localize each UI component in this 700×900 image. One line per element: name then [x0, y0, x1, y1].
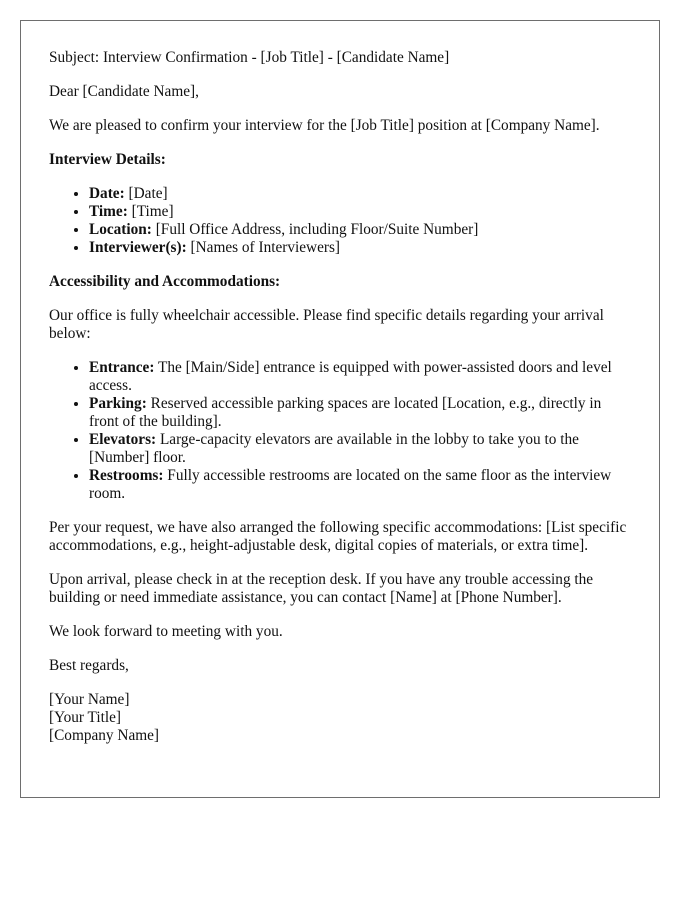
accessibility-heading: Accessibility and Accommodations:: [49, 273, 281, 290]
list-item-label: Time:: [89, 203, 128, 220]
list-item: [89, 467, 631, 503]
list-item-label: Restrooms:: [89, 467, 164, 484]
list-item-value: The [Main/Side] entrance is equipped with power-assisted doors and level access.: [89, 359, 612, 394]
subject-line: Subject: Interview Confirmation - [Job Title] - [Candidate Name]: [49, 49, 450, 66]
list-item-value: [Full Office Address, including Floor/Suite Number]: [151, 221, 479, 238]
signature-block: [49, 691, 631, 745]
list-item: [89, 185, 631, 203]
sign-off: Best regards,: [49, 657, 129, 674]
letter-document: [20, 20, 660, 798]
intro-paragraph: We are pleased to confirm your interview for the [Job Title] position at [Company Name].: [49, 117, 600, 134]
list-item-value: [Time]: [127, 203, 174, 220]
accessibility-list: [49, 359, 631, 503]
list-item-value: Fully accessible restrooms are located on the same floor as the interview room.: [89, 467, 612, 502]
list-item: [89, 203, 631, 221]
list-item: [89, 359, 631, 395]
signature-company: [Company Name]: [49, 727, 160, 744]
list-item-label: Interviewer(s):: [89, 239, 187, 256]
arrival-paragraph: Upon arrival, please check in at the reception desk. If you have any trouble accessing the building or need immediate assistance, you can contact [Name] at [Phone Number].: [49, 571, 594, 606]
list-item-label: Location:: [89, 221, 152, 238]
list-item-label: Entrance:: [89, 359, 155, 376]
list-item-label: Elevators:: [89, 431, 157, 448]
list-item-value: Large-capacity elevators are available in the lobby to take you to the [Number] floor.: [89, 431, 579, 466]
list-item-label: Parking:: [89, 395, 147, 412]
list-item: [89, 239, 631, 257]
list-item-value: Reserved accessible parking spaces are located [Location, e.g., directly in front of the building].: [89, 395, 602, 430]
greeting: Dear [Candidate Name],: [49, 83, 199, 100]
list-item-value: [Date]: [124, 185, 168, 202]
signature-title: [Your Title]: [49, 709, 121, 726]
list-item: [89, 221, 631, 239]
interview-details-heading: Interview Details:: [49, 151, 166, 168]
signature-name: [Your Name]: [49, 691, 130, 708]
interview-details-list: [49, 185, 631, 257]
list-item-label: Date:: [89, 185, 125, 202]
list-item: [89, 395, 631, 431]
list-item: [89, 431, 631, 467]
closing-line: We look forward to meeting with you.: [49, 623, 283, 640]
accommodations-paragraph: Per your request, we have also arranged the following specific accommodations: [List specific accommodations, e.g., height-adjustable desk, digital copies of materials, or extra time].: [49, 519, 627, 554]
accessibility-intro: Our office is fully wheelchair accessible. Please find specific details regarding your arrival below:: [49, 307, 604, 342]
list-item-value: [Names of Interviewers]: [186, 239, 341, 256]
